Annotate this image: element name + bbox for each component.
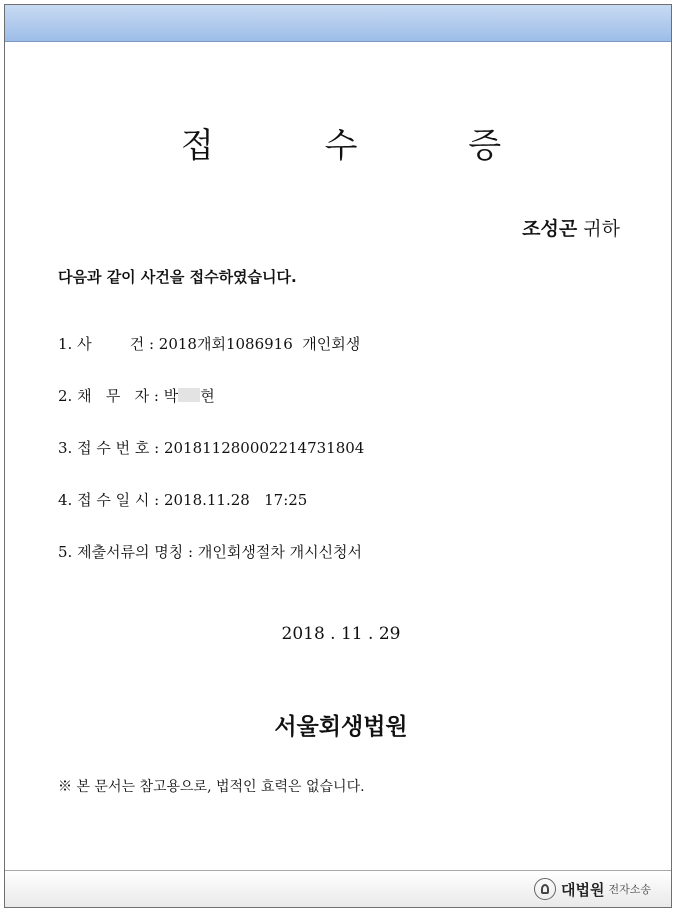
field-debtor bbox=[58, 385, 215, 406]
recipient bbox=[522, 214, 620, 241]
redaction-block bbox=[178, 388, 200, 402]
field-case bbox=[58, 333, 360, 354]
court-name: 서울회생법원 bbox=[274, 713, 408, 740]
court-emblem-icon bbox=[534, 878, 556, 900]
header-bar bbox=[5, 5, 671, 42]
field-receipt-time-label: 4. 접 수 일 시 : bbox=[58, 491, 164, 509]
field-case-label: 1. 사 건 : bbox=[58, 335, 159, 353]
recipient-name: 조성곤 bbox=[522, 218, 578, 240]
footer-bar bbox=[5, 870, 671, 907]
logo-court-text: 대법원 bbox=[561, 880, 605, 899]
intro-text: 다음과 같이 사건을 접수하였습니다. bbox=[58, 268, 297, 286]
field-receipt-no-label: 3. 접 수 번 호 : bbox=[58, 439, 164, 457]
field-debtor-value-end: 현 bbox=[200, 387, 215, 405]
field-case-value: 2018개회1086916 개인회생 bbox=[158, 335, 361, 353]
field-receipt-time-value: 2018.11.28 17:25 bbox=[163, 491, 308, 509]
field-debtor-label: 2. 채 무 자 : bbox=[58, 387, 164, 405]
logo-ecourt-text: 전자소송 bbox=[608, 883, 651, 896]
issue-date: 2018 . 11 . 29 bbox=[281, 624, 401, 644]
document-title: 접 수 증 bbox=[180, 126, 552, 166]
recipient-honorific: 귀하 bbox=[583, 218, 620, 240]
field-document-label: 5. 제출서류의 명칭 : bbox=[58, 543, 198, 561]
field-debtor-value-start: 박 bbox=[163, 387, 179, 405]
field-receipt-no bbox=[58, 437, 364, 458]
field-receipt-no-value: 201811280002214731804 bbox=[163, 439, 365, 457]
field-document bbox=[58, 541, 362, 562]
disclaimer-note: ※ 본 문서는 참고용으로, 법적인 효력은 없습니다. bbox=[58, 779, 365, 795]
field-document-value: 개인회생절차 개시신청서 bbox=[197, 543, 363, 561]
supreme-court-logo bbox=[534, 878, 651, 900]
field-receipt-time bbox=[58, 489, 307, 510]
